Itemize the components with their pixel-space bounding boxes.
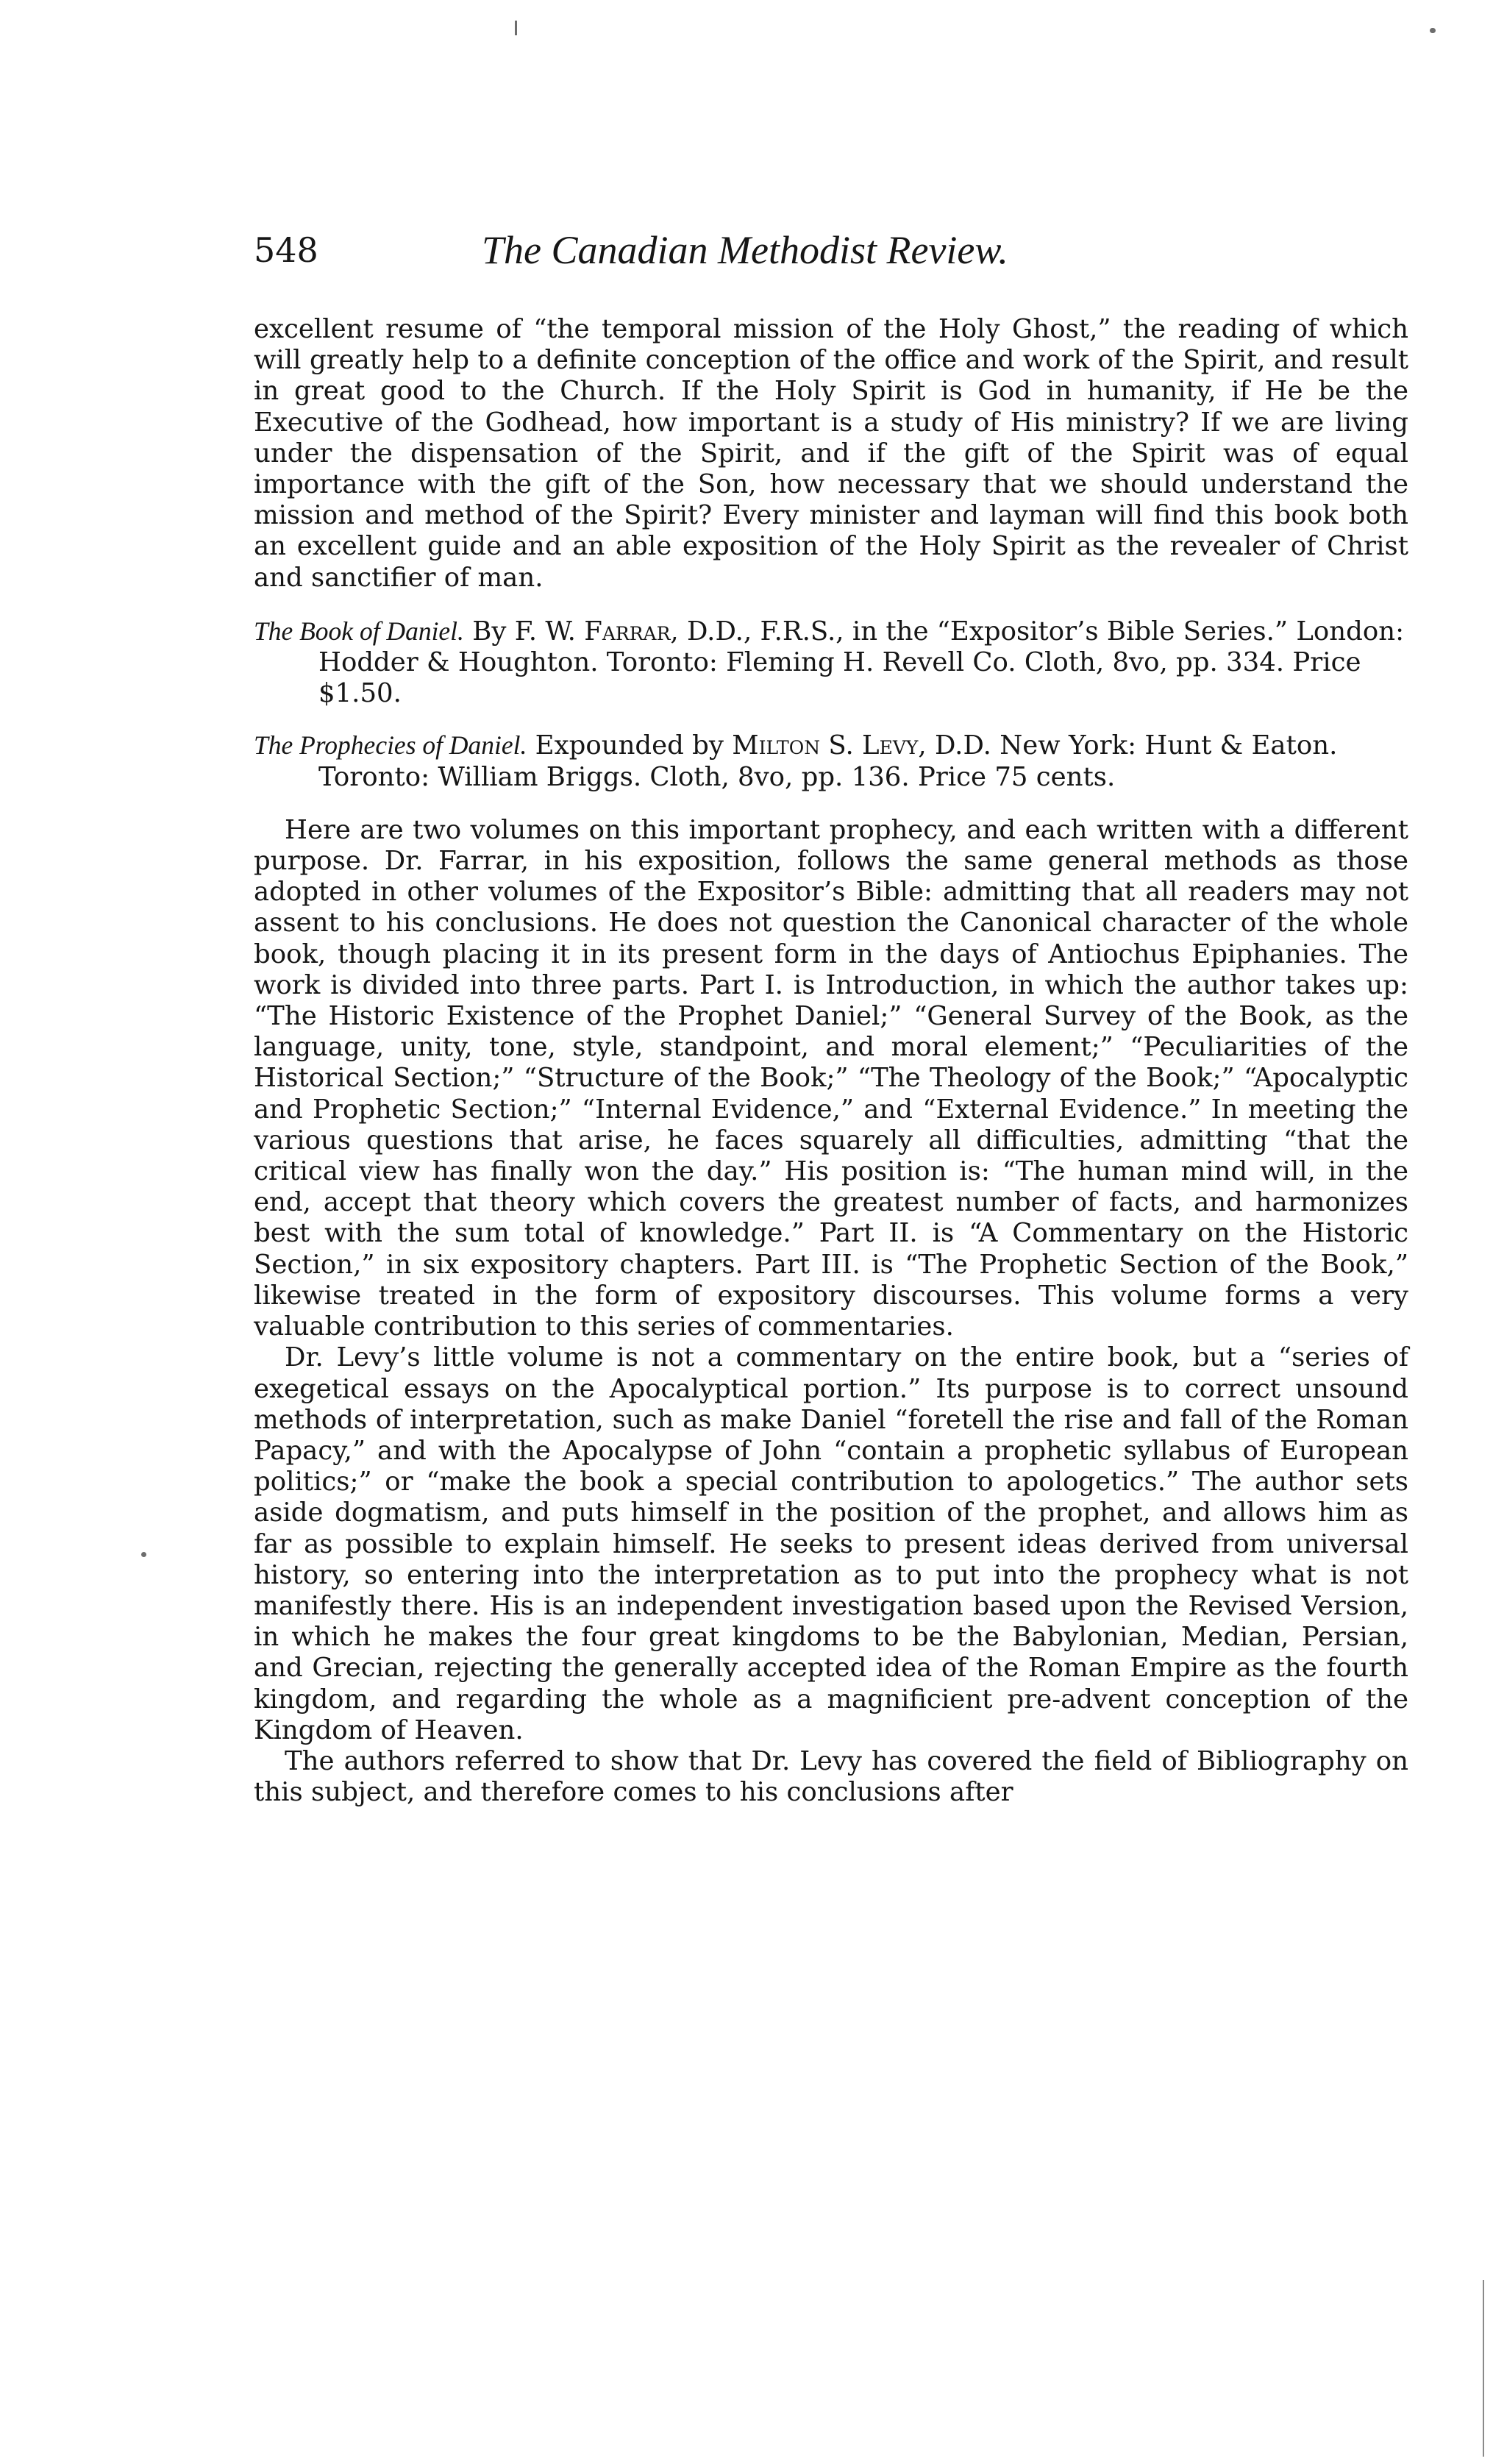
book-entry-daniel-levy <box>254 730 1408 792</box>
intro-paragraph: excellent resume of “the temporal mission of the Holy Ghost,” the reading of which will greatly help to a definite conception of the office and work of the Spirit, and result in great good to the Church. If the Holy Spirit is God in humanity, if He be the Executive of the Godhead, how important is a study of His ministry? If we are living under the dispensation of the Spirit, and if the gift of the Spirit was of equal importance with the gift of the Son, how necessary that we should understand the mission and method of the Spirit? Every minister and layman will find this book both an excellent guide and an able exposition of the Holy Spirit as the revealer of Christ and sanctifier of man. <box>254 314 1408 593</box>
review-paragraph-levy: Dr. Levy’s little volume is not a commentary on the entire book, but a “series of exegetical essays on the Apocalyptical portion.” Its purpose is to correct unsound methods of interpretation, such as make Daniel “foretell the rise and fall of the Roman Papacy,” and with the Apocalypse of John “contain a prophetic syllabus of European politics;” or “make the book a special contribution to apologetics.” The author sets aside dogmatism, and puts himself in the position of the prophet, and allows him as far as possible to explain himself. He seeks to present ideas derived from universal history, so entering into the interpretation as to put into the prophecy what is not manifestly there. His is an independent investigation based upon the Revised Version, in which he makes the four great kingdoms to be the Babylonian, Median, Persian, and Grecian, rejecting the generally accepted idea of the Roman Empire as the fourth kingdom, and regarding the whole as a magnificient pre-advent conception of the Kingdom of Heaven. <box>254 1342 1408 1745</box>
book-author: F. W. Farrar, D.D., F.R.S. <box>514 616 836 647</box>
review-paragraph-bibliography: The authors referred to show that Dr. Levy has covered the field of Bibliography on this subject, and therefore comes to his conclusions after <box>254 1745 1408 1808</box>
review-paragraph-farrar: Here are two volumes on this important prophecy, and each written with a different purpose. Dr. Farrar, in his exposition, follows the same general methods as those adopted in other volumes of the Expositor’s Bible: admitting that all readers may not assent to his conclusions. He does not question the Canonical character of the whole book, though placing it in its present form in the days of Antiochus Epiphanies. The work is divided into three parts. Part I. is Introduction, in which the author takes up: “The Historic Existence of the Prophet Daniel;” “General Survey of the Book, as the language, unity, tone, style, standpoint, and moral element;” “Peculiarities of the Historical Section;” “Structure of the Book;” “The Theology of the Book;” “Apocalyptic and Prophetic Section;” “Internal Evidence,” and “External Evidence.” In meeting the various questions that arise, he faces squarely all difficulties, admitting “that the critical view has finally won the day.” His position is: “The human mind will, in the end, accept that theory which covers the greatest number of facts, and harmonizes best with the sum total of knowledge.” Part II. is “A Commentary on the Historic Section,” in six expository chapters. Part III. is “The Prophetic Section of the Book,” likewise treated in the form of expository discourses. This volume forms a very valuable contribution to this series of commentaries. <box>254 814 1408 1342</box>
running-title: The Canadian Methodist Review. <box>482 228 1008 272</box>
page-number: 548 <box>254 230 318 270</box>
scan-speck-top <box>515 21 517 35</box>
page-body <box>254 314 1408 1808</box>
scan-speck-left <box>141 1552 146 1557</box>
book-title: The Book of Daniel. <box>254 616 464 646</box>
page-header <box>254 221 1408 279</box>
book-by: Expounded by <box>535 730 724 761</box>
scan-speck-top-right <box>1430 28 1436 33</box>
book-by: By <box>472 616 507 647</box>
book-details: New York: Hunt & Eaton. Toronto: William Briggs. Cloth, 8vo, pp. 136. Price 75 cents. <box>318 730 1338 792</box>
book-author: Milton S. Levy, D.D. <box>732 730 991 761</box>
book-details: , in the “Expositor’s Bible Series.” London: Hodder & Houghton. Toronto: Fleming H. Revell Co. Cloth, 8vo, pp. 334. Price $1.50. <box>318 616 1405 709</box>
book-title: The Prophecies of Daniel. <box>254 730 527 761</box>
book-entry-daniel-farrar <box>254 616 1408 710</box>
scan-edge-line <box>1483 2280 1484 2457</box>
